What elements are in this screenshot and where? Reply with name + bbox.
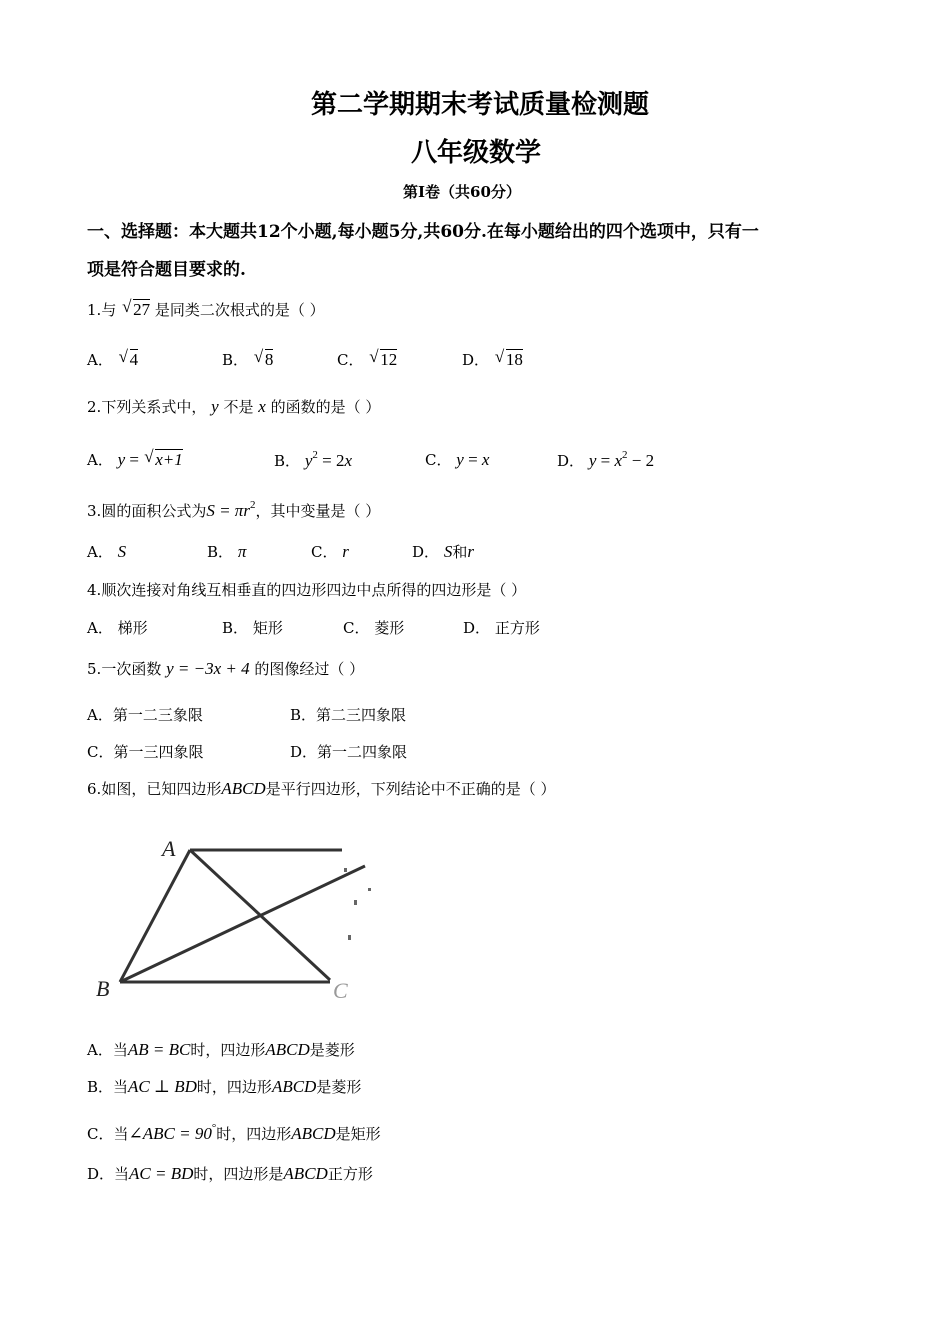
q5-option-d: D．第一二四象限: [290, 743, 408, 761]
page-subtitle: 八年级数学: [411, 138, 542, 168]
segment-ab: [120, 850, 190, 982]
q1-option-a: A． √ 4: [87, 347, 139, 369]
q3-option-c: C． r: [311, 542, 349, 561]
q2-option-c: C． y = x: [425, 450, 490, 469]
q2-option-a: A． y = √ x+1: [87, 447, 183, 469]
vertex-label-b: B: [96, 976, 110, 1001]
q5-option-a: A．第一二三象限: [87, 706, 203, 724]
q6-option-a: A．当AB = BC时，四边形ABCD是菱形: [87, 1040, 355, 1059]
question-3: 3.圆的面积公式为$S = \pi r^2$，其中变量是（ ）: [87, 499, 381, 520]
q1-option-b: B． √ 8: [222, 347, 274, 369]
section-instructions-line1: 一、选择题：本大题共12个小题,每小题5分,共60分.在每小题给出的四个选项中，只有一: [87, 222, 759, 242]
question-6: 6.如图，已知四边形ABCD是平行四边形，下列结论中不正确的是（ ）: [87, 779, 556, 798]
q4-option-d: D． 正方形: [463, 619, 540, 637]
q5-option-c: C．第一三四象限: [87, 743, 204, 761]
volume-heading: 第Ⅰ卷（共60分）: [403, 183, 521, 201]
question-1: 1.与 √ 27 是同类二次根式的是（ ）: [87, 297, 325, 319]
q1-option-d: D． √ 18: [462, 347, 523, 369]
q3-option-b: B． π: [207, 542, 247, 561]
diagonal-bd: [120, 866, 365, 982]
q5-option-b: B．第二三四象限: [290, 706, 407, 724]
q6-option-b: B．当AC ⊥ BD时，四边形ABCD是菱形: [87, 1077, 362, 1096]
parallelogram-figure: [90, 830, 390, 1010]
question-5: 5.一次函数 y = −3x + 4 的图像经过（ ）: [87, 659, 365, 678]
section-instructions-line2: 项是符合题目要求的.: [87, 260, 246, 280]
vertex-label-a: A: [162, 836, 176, 861]
q2-option-d: D． $y = x^2 - 2$: [557, 449, 655, 470]
q3-option-a: A． S: [87, 542, 127, 561]
question-4: 4.顺次连接对角线互相垂直的四边形四边中点所得的四边形是（ ）: [87, 581, 527, 599]
q4-option-b: B． 矩形: [222, 619, 283, 637]
q6-option-d: D．当AC = BD时，四边形是ABCD正方形: [87, 1164, 373, 1183]
q1-option-c: C． √ 12: [337, 347, 398, 369]
q2-option-b: B． $y^2 = 2x$: [274, 449, 352, 470]
q4-option-c: C． 菱形: [343, 619, 405, 637]
q4-option-a: A． 梯形: [87, 619, 148, 637]
page-title: 第二学期期末考试质量检测题: [311, 90, 650, 120]
q3-option-d: D． S和r: [412, 542, 474, 561]
question-2: 2.下列关系式中， y 不是 x 的函数的是（ ）: [87, 397, 381, 416]
q6-option-c: C．当∠ABC = 90°时，四边形ABCD是矩形: [87, 1122, 381, 1143]
vertex-label-c: C: [333, 978, 348, 1003]
